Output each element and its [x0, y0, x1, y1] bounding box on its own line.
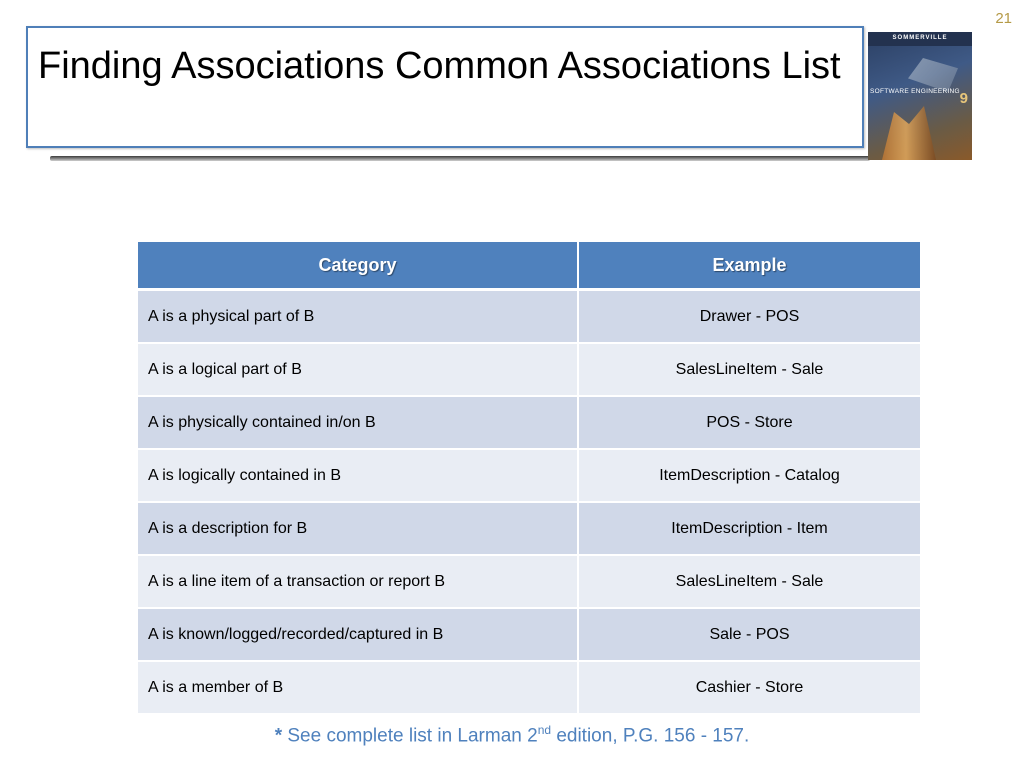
example-cell: POS - Store [578, 396, 921, 449]
slide-title: Finding Associations Common Associations List [38, 45, 841, 87]
book-cover-image [868, 32, 972, 160]
example-cell: SalesLineItem - Sale [578, 555, 921, 608]
table-header-row [138, 242, 921, 290]
header-example: Example [578, 242, 921, 290]
book-author: SOMMERVILLE [892, 35, 948, 41]
category-cell: A is a line item of a transaction or report B [138, 555, 578, 608]
category-cell: A is logically contained in B [138, 449, 578, 502]
example-cell: ItemDescription - Item [578, 502, 921, 555]
category-cell: A is physically contained in/on B [138, 396, 578, 449]
footnote-star: * [274, 725, 283, 747]
table-row [138, 290, 921, 344]
example-cell: Cashier - Store [578, 661, 921, 714]
book-cover-art-sky [908, 58, 958, 92]
category-cell: A is a logical part of B [138, 343, 578, 396]
table-row [138, 661, 921, 714]
example-cell: ItemDescription - Catalog [578, 449, 921, 502]
associations-table [138, 242, 922, 715]
book-edition: 9 [959, 90, 968, 107]
example-cell: Drawer - POS [578, 290, 921, 344]
table-row [138, 396, 921, 449]
slide-number: 21 [995, 10, 1012, 27]
table-row [138, 343, 921, 396]
example-cell: SalesLineItem - Sale [578, 343, 921, 396]
table-row [138, 608, 921, 661]
header-category: Category [138, 242, 578, 290]
title-box [26, 26, 864, 148]
table-row [138, 555, 921, 608]
table-row [138, 502, 921, 555]
footnote-text-after: edition, P.G. 156 - 157. [551, 725, 750, 747]
category-cell: A is known/logged/recorded/captured in B [138, 608, 578, 661]
category-cell: A is a physical part of B [138, 290, 578, 344]
category-cell: A is a member of B [138, 661, 578, 714]
book-cover-art-building [876, 100, 936, 160]
footnote [0, 723, 1024, 747]
category-cell: A is a description for B [138, 502, 578, 555]
title-shadow-bar [50, 156, 870, 161]
book-title: SOFTWARE ENGINEERING [870, 88, 960, 95]
example-cell: Sale - POS [578, 608, 921, 661]
footnote-text-before: See complete list in Larman 2 [282, 725, 538, 747]
table-row [138, 449, 921, 502]
footnote-superscript: nd [537, 723, 552, 737]
